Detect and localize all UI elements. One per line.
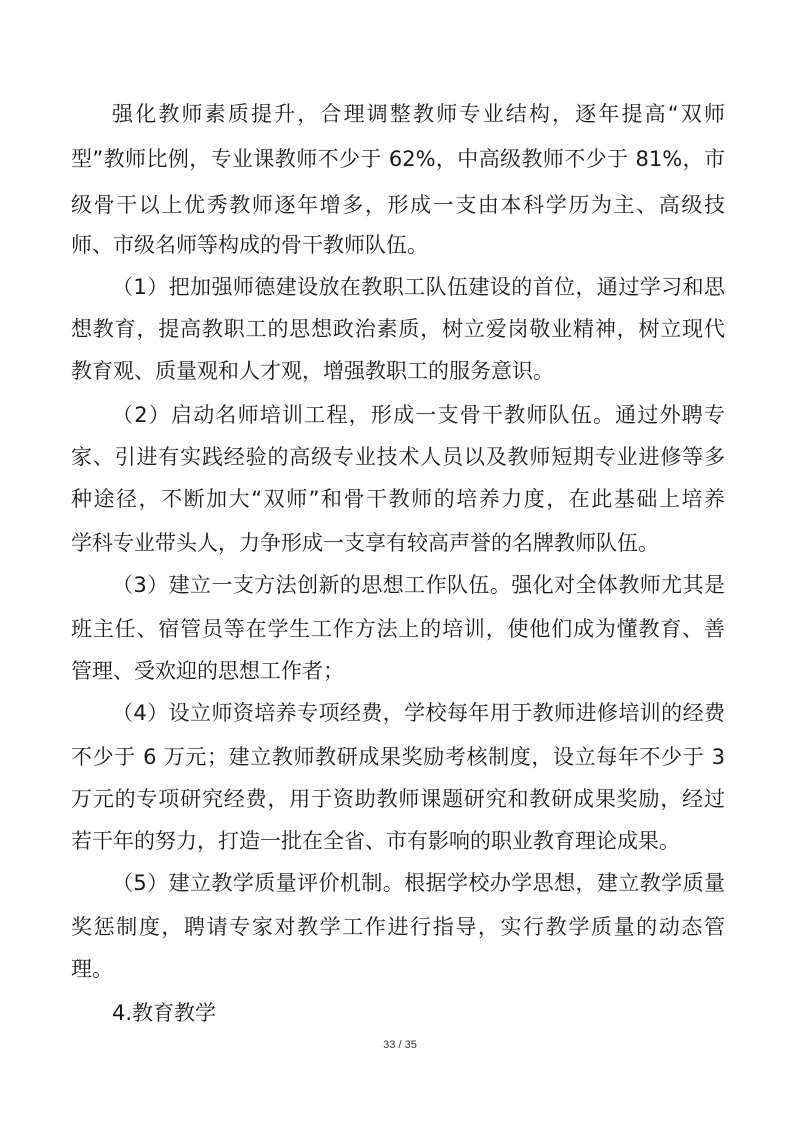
text-line: 种途径，不断加大“双师”和骨干教师的培养力度，在此基础上培养 xyxy=(71,487,725,511)
text-line: 级骨干以上优秀教师逐年增多，形成一支由本科学历为主、高级技 xyxy=(71,193,725,217)
text-line: （3）建立一支方法创新的思想工作队伍。强化对全体教师尤其是 xyxy=(112,573,725,597)
text-line: 班主任、宿管员等在学生工作方法上的培训，使他们成为懂教育、善 xyxy=(71,617,725,641)
text-line: 家、引进有实践经验的高级专业技术人员以及教师短期专业进修等多 xyxy=(71,445,725,469)
text-line: 型”教师比例，专业课教师不少于 62%，中高级教师不少于 81%，市 xyxy=(71,147,725,171)
section-heading: 4.教育教学 xyxy=(112,1001,217,1025)
text-line: 理。 xyxy=(71,957,113,981)
text-line: 强化教师素质提升，合理调整教师专业结构，逐年提高“双师 xyxy=(112,102,725,126)
text-line: （4）设立师资培养专项经费，学校每年用于教师进修培训的经费 xyxy=(112,701,725,725)
text-line: 想教育，提高教职工的思想政治素质，树立爱岗敬业精神，树立现代 xyxy=(71,317,725,341)
text-line: 万元的专项研究经费，用于资助教师课题研究和教研成果奖励，经过 xyxy=(71,787,725,811)
text-line: 教育观、质量观和人才观，增强教职工的服务意识。 xyxy=(71,359,554,383)
text-line: （5）建立教学质量评价机制。根据学校办学思想，建立教学质量 xyxy=(112,871,725,895)
page-number: 33 / 35 xyxy=(383,1039,417,1051)
text-line: 奖惩制度，聘请专家对教学工作进行指导，实行教学质量的动态管 xyxy=(71,915,725,939)
text-line: 学科专业带头人，力争形成一支享有较高声誉的名牌教师队伍。 xyxy=(71,531,659,555)
text-line: （2）启动名师培训工程，形成一支骨干教师队伍。通过外聘专 xyxy=(112,403,725,427)
text-line: 若干年的努力，打造一批在全省、市有影响的职业教育理论成果。 xyxy=(71,829,680,853)
text-line: （1）把加强师德建设放在教职工队伍建设的首位，通过学习和思 xyxy=(112,275,725,299)
text-line: 不少于 6 万元；建立教师教研成果奖励考核制度，设立每年不少于 3 xyxy=(71,745,725,769)
text-line: 师、市级名师等构成的骨干教师队伍。 xyxy=(71,233,428,257)
text-line: 管理、受欢迎的思想工作者； xyxy=(71,659,344,683)
